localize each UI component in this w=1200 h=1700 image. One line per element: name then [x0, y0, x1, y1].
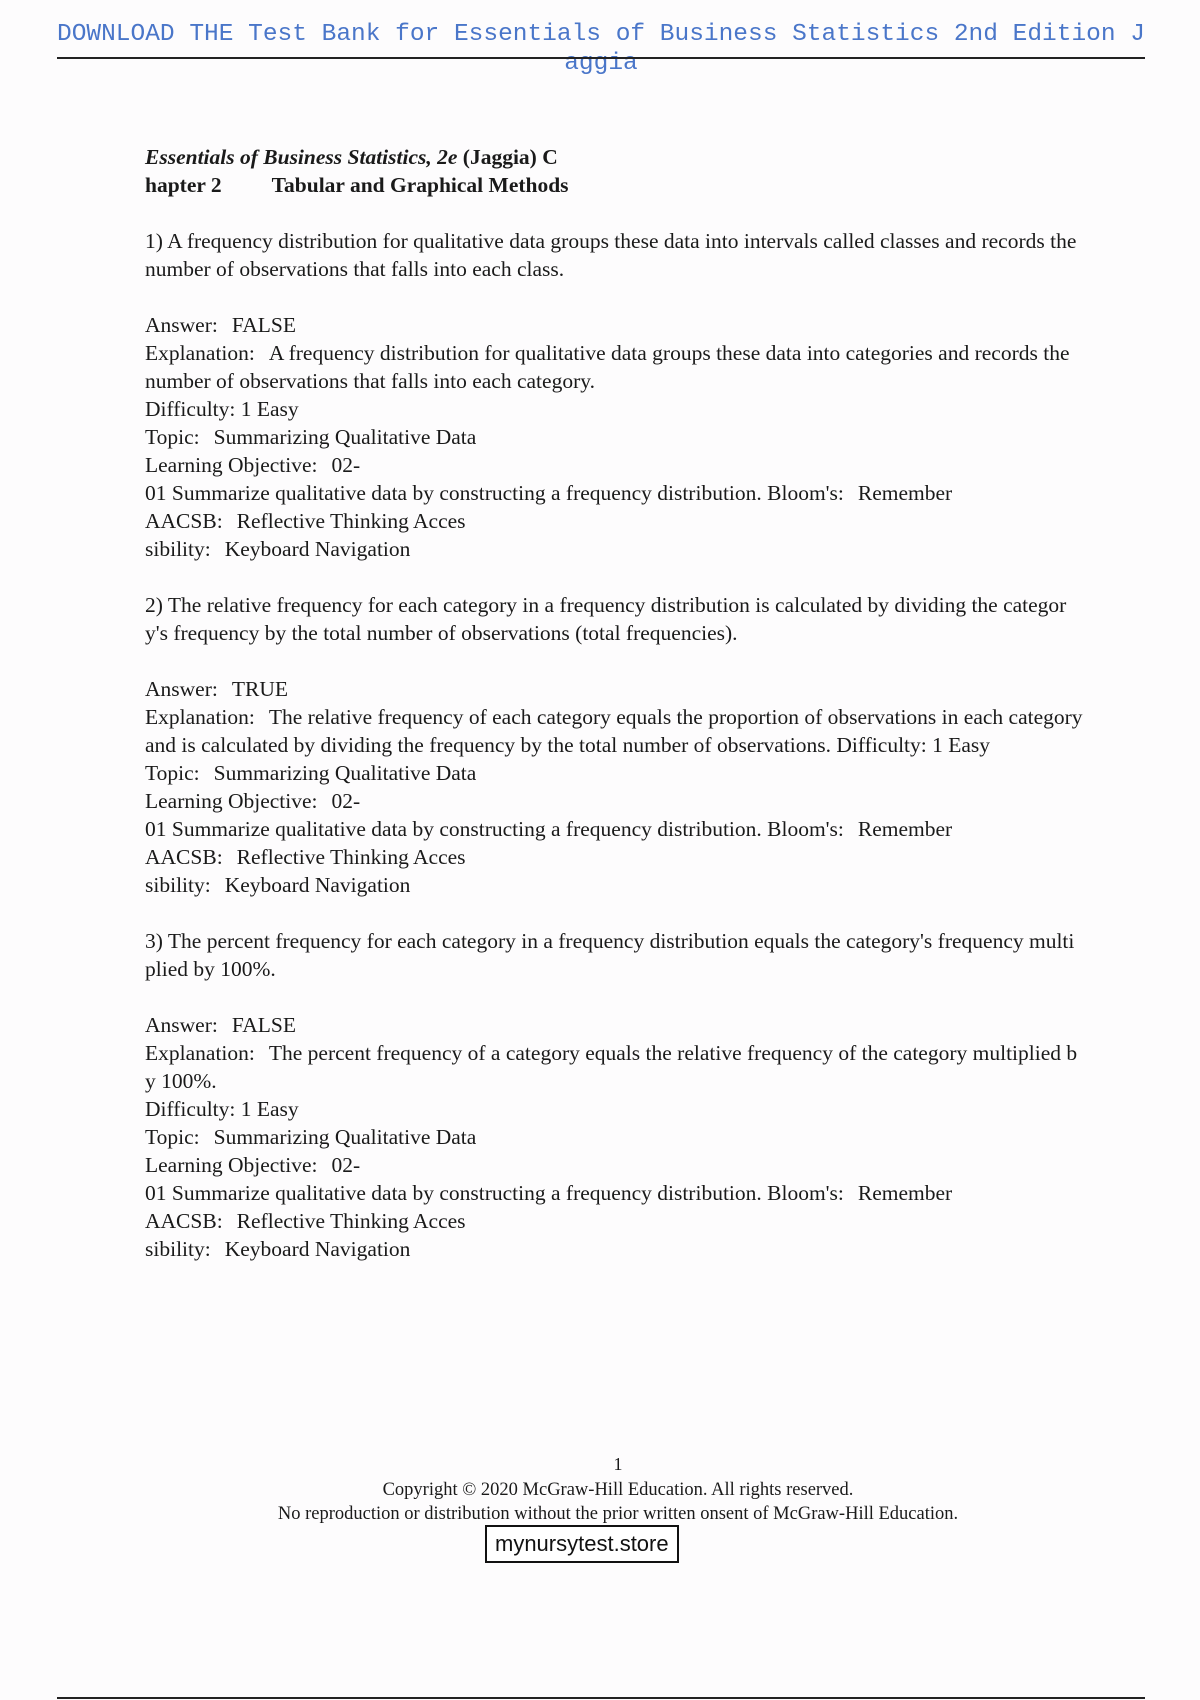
- question-block: [145, 227, 1085, 563]
- answer-label: Answer:: [145, 677, 218, 701]
- answer-label: Answer:: [145, 1013, 218, 1037]
- question-prompt: 3) The percent frequency for each category in a frequency distribution equals the category's frequency multiplied by 100%.: [145, 929, 1075, 981]
- answer-label: Answer:: [145, 313, 218, 337]
- question-block: [145, 927, 1085, 1263]
- bloom-level: Remember: [857, 817, 953, 841]
- topic-label: Topic:: [145, 1125, 200, 1149]
- document-body: [145, 143, 1085, 1263]
- accessibility-line: [145, 871, 1085, 899]
- accessibility-line: [145, 535, 1085, 563]
- aacsb-line: [145, 1207, 1085, 1235]
- question-block: [145, 591, 1085, 899]
- objective-text: 01 Summarize qualitative data by constructing a frequency distribution. Bloom's:: [145, 1181, 844, 1205]
- download-banner: DOWNLOAD THE Test Bank for Essentials of Business Statistics 2nd Edition Jaggia: [57, 21, 1145, 77]
- answer-value: TRUE: [231, 677, 288, 701]
- aacsb-label: AACSB:: [145, 1209, 223, 1233]
- objective-label: Learning Objective:: [145, 789, 318, 813]
- topic-label: Topic:: [145, 761, 200, 785]
- chapter-title: Tabular and Graphical Methods: [271, 173, 569, 197]
- question-prompt: 1) A frequency distribution for qualitative data groups these data into intervals called classes and records the number of observations that falls into each class.: [145, 229, 1077, 281]
- explanation-label: Explanation:: [145, 341, 255, 365]
- difficulty-line: Difficulty: 1 Easy: [145, 1097, 299, 1121]
- explanation-label: Explanation:: [145, 1041, 255, 1065]
- explanation-line: [145, 1039, 1085, 1095]
- copyright-line: Copyright © 2020 McGraw-Hill Education. All rights reserved.: [382, 1480, 854, 1500]
- topic-line: [145, 1123, 1085, 1151]
- aacsb-line: [145, 843, 1085, 871]
- bloom-level: Remember: [857, 1181, 953, 1205]
- answer-value: FALSE: [231, 1013, 296, 1037]
- answer-meta: [145, 311, 1085, 563]
- topic-value: Summarizing Qualitative Data: [213, 425, 477, 449]
- objective-label: Learning Objective:: [145, 453, 318, 477]
- explanation-line: [145, 703, 1085, 759]
- explanation-text: The relative frequency of each category equals the proportion of observations in each category and is calculated by dividing the frequency by the total number of observations. Difficulty: 1 Easy: [145, 705, 1083, 757]
- aacsb-label: AACSB:: [145, 509, 223, 533]
- accessibility-label: sibility:: [145, 873, 211, 897]
- objective-line: [145, 1151, 1085, 1179]
- reproduction-notice: No reproduction or distribution without the prior written onsent of McGraw-Hill Education.: [277, 1504, 959, 1524]
- topic-line: [145, 759, 1085, 787]
- accessibility-label: sibility:: [145, 1237, 211, 1261]
- page-number: 1: [613, 1454, 623, 1474]
- question-prompt: 2) The relative frequency for each category in a frequency distribution is calculated by dividing the category's frequency by the total number of observations (total frequencies).: [145, 593, 1067, 645]
- objective-text-line: [145, 1179, 1085, 1207]
- topic-label: Topic:: [145, 425, 200, 449]
- aacsb-value: Reflective Thinking Acces: [236, 509, 466, 533]
- objective-code: 02-: [331, 789, 361, 813]
- objective-text: 01 Summarize qualitative data by constructing a frequency distribution. Bloom's:: [145, 481, 844, 505]
- accessibility-value: Keyboard Navigation: [224, 873, 411, 897]
- answer-value: FALSE: [231, 313, 296, 337]
- accessibility-line: [145, 1235, 1085, 1263]
- accessibility-label: sibility:: [145, 537, 211, 561]
- explanation-text: A frequency distribution for qualitative data groups these data into categories and records the number of observations that falls into each category.: [145, 341, 1070, 393]
- author: (Jaggia) C: [462, 145, 558, 169]
- watermark-stamp: mynursytest.store: [485, 1525, 679, 1563]
- book-title-line: [145, 143, 1085, 171]
- book-title: Essentials of Business Statistics, 2e: [145, 145, 458, 169]
- accessibility-value: Keyboard Navigation: [224, 1237, 411, 1261]
- bloom-level: Remember: [857, 481, 953, 505]
- chapter-label: hapter 2: [145, 173, 222, 197]
- header-divider: [57, 57, 1145, 59]
- objective-text: 01 Summarize qualitative data by constructing a frequency distribution. Bloom's:: [145, 817, 844, 841]
- accessibility-value: Keyboard Navigation: [224, 537, 411, 561]
- aacsb-label: AACSB:: [145, 845, 223, 869]
- topic-line: [145, 423, 1085, 451]
- topic-value: Summarizing Qualitative Data: [213, 1125, 477, 1149]
- objective-line: [145, 787, 1085, 815]
- difficulty-line: Difficulty: 1 Easy: [145, 397, 299, 421]
- topic-value: Summarizing Qualitative Data: [213, 761, 477, 785]
- answer-line: [145, 1011, 1085, 1039]
- answer-meta: [145, 1011, 1085, 1263]
- footer-divider: [57, 1697, 1145, 1699]
- objective-text-line: [145, 815, 1085, 843]
- chapter-heading: [145, 171, 1085, 199]
- answer-meta: [145, 675, 1085, 899]
- objective-label: Learning Objective:: [145, 1153, 318, 1177]
- explanation-label: Explanation:: [145, 705, 255, 729]
- aacsb-line: [145, 507, 1085, 535]
- answer-line: [145, 311, 1085, 339]
- aacsb-value: Reflective Thinking Acces: [236, 845, 466, 869]
- explanation-text: The percent frequency of a category equals the relative frequency of the category multiplied by 100%.: [145, 1041, 1078, 1093]
- objective-text-line: [145, 479, 1085, 507]
- aacsb-value: Reflective Thinking Acces: [236, 1209, 466, 1233]
- objective-code: 02-: [331, 1153, 361, 1177]
- answer-line: [145, 675, 1085, 703]
- objective-line: [145, 451, 1085, 479]
- objective-code: 02-: [331, 453, 361, 477]
- explanation-line: [145, 339, 1085, 395]
- copyright-footer: [0, 1478, 1200, 1526]
